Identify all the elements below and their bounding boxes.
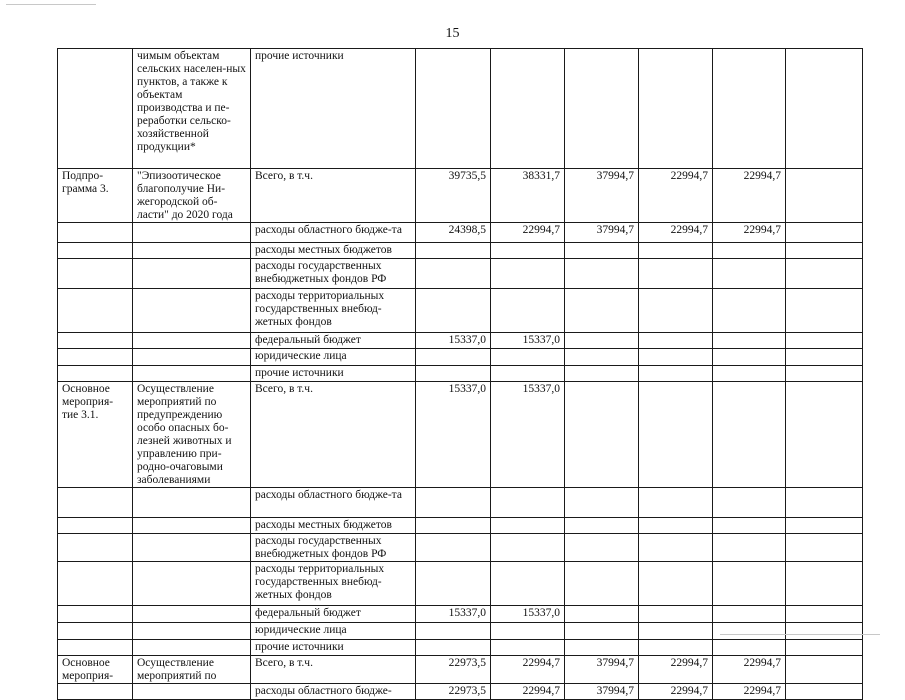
- funding-source-cell: Всего, в т.ч.: [251, 169, 416, 223]
- program-description-cell: чимым объектам сельских населен-ных пунктов, а также к объектам производства и пе-реработки сельско-хозяйственной продукции*: [133, 49, 251, 169]
- value-cell: [416, 243, 491, 259]
- value-cell: 22994,7: [713, 169, 786, 223]
- value-cell: [713, 289, 786, 333]
- value-cell: 37994,7: [565, 684, 639, 700]
- value-cell: [639, 488, 713, 518]
- value-cell: [416, 289, 491, 333]
- funding-source-cell: юридические лица: [251, 623, 416, 640]
- value-cell: [639, 606, 713, 623]
- value-cell: [491, 243, 565, 259]
- program-label-cell-continued: [58, 623, 133, 640]
- empty-cell: [786, 333, 863, 349]
- value-cell: [639, 623, 713, 640]
- value-cell: [639, 259, 713, 289]
- program-description-cell-continued: [133, 606, 251, 623]
- value-cell: [565, 333, 639, 349]
- value-cell: 22994,7: [713, 656, 786, 684]
- budget-table: [57, 48, 863, 700]
- value-cell: [565, 518, 639, 534]
- value-cell: [491, 518, 565, 534]
- value-cell: [639, 349, 713, 366]
- scan-mark: [6, 4, 96, 5]
- value-cell: [416, 349, 491, 366]
- value-cell: [565, 488, 639, 518]
- value-cell: [416, 562, 491, 606]
- table-row: [58, 606, 863, 623]
- table-row: [58, 562, 863, 606]
- value-cell: [416, 518, 491, 534]
- value-cell: [713, 333, 786, 349]
- value-cell: [416, 49, 491, 169]
- program-description-cell-continued: [133, 534, 251, 562]
- program-label-cell-continued: [58, 349, 133, 366]
- funding-source-cell: расходы территориальных государственных внебюд-жетных фондов: [251, 289, 416, 333]
- empty-cell: [786, 606, 863, 623]
- scan-mark: [720, 634, 880, 635]
- funding-source-cell: федеральный бюджет: [251, 606, 416, 623]
- value-cell: 15337,0: [491, 333, 565, 349]
- program-label-cell-continued: [58, 606, 133, 623]
- value-cell: [639, 366, 713, 382]
- value-cell: 39735,5: [416, 169, 491, 223]
- value-cell: [639, 243, 713, 259]
- value-cell: [565, 382, 639, 488]
- program-description-cell: Осуществление мероприятий по предупреждению особо опасных бо-лезней животных и управлению при-родно-очаговыми заболеваниями: [133, 382, 251, 488]
- value-cell: [491, 534, 565, 562]
- value-cell: [565, 259, 639, 289]
- funding-source-cell: Всего, в т.ч.: [251, 656, 416, 684]
- empty-cell: [786, 259, 863, 289]
- value-cell: [639, 518, 713, 534]
- program-description-cell: "Эпизоотическое благополучие Ни-жегородской об-ласти" до 2020 года: [133, 169, 251, 223]
- program-label-cell-continued: [58, 223, 133, 243]
- program-label-cell-continued: [58, 640, 133, 656]
- value-cell: [491, 349, 565, 366]
- empty-cell: [786, 223, 863, 243]
- program-description-cell-continued: [133, 333, 251, 349]
- value-cell: [565, 562, 639, 606]
- value-cell: [639, 534, 713, 562]
- table-body: [58, 49, 863, 700]
- funding-source-cell: расходы местных бюджетов: [251, 518, 416, 534]
- value-cell: [713, 534, 786, 562]
- table-row: [58, 169, 863, 223]
- value-cell: 22994,7: [639, 223, 713, 243]
- value-cell: [565, 366, 639, 382]
- table-row: [58, 349, 863, 366]
- value-cell: [713, 640, 786, 656]
- empty-cell: [786, 656, 863, 684]
- funding-source-cell: расходы территориальных государственных внебюд-жетных фондов: [251, 562, 416, 606]
- empty-cell: [786, 518, 863, 534]
- table-row: [58, 656, 863, 684]
- program-label-cell-continued: [58, 562, 133, 606]
- value-cell: 22994,7: [639, 684, 713, 700]
- funding-source-cell: расходы областного бюдже-та: [251, 223, 416, 243]
- value-cell: [713, 623, 786, 640]
- value-cell: 22994,7: [713, 684, 786, 700]
- value-cell: 22994,7: [491, 656, 565, 684]
- value-cell: 15337,0: [416, 333, 491, 349]
- value-cell: [713, 49, 786, 169]
- empty-cell: [786, 49, 863, 169]
- value-cell: 15337,0: [491, 382, 565, 488]
- program-description-cell-continued: [133, 243, 251, 259]
- value-cell: [565, 534, 639, 562]
- empty-cell: [786, 684, 863, 700]
- program-description-cell-continued: [133, 488, 251, 518]
- value-cell: 37994,7: [565, 656, 639, 684]
- empty-cell: [786, 562, 863, 606]
- table-row: [58, 243, 863, 259]
- program-label-cell-continued: [58, 333, 133, 349]
- program-label-cell: Основное мероприя-: [58, 656, 133, 684]
- value-cell: [713, 606, 786, 623]
- funding-source-cell: прочие источники: [251, 49, 416, 169]
- value-cell: 22973,5: [416, 684, 491, 700]
- funding-source-cell: федеральный бюджет: [251, 333, 416, 349]
- value-cell: [713, 488, 786, 518]
- table-row: [58, 623, 863, 640]
- empty-cell: [786, 349, 863, 366]
- value-cell: [639, 562, 713, 606]
- funding-source-cell: расходы областного бюдже-: [251, 684, 416, 700]
- program-label-cell-continued: [58, 518, 133, 534]
- value-cell: [639, 382, 713, 488]
- program-description-cell-continued: [133, 223, 251, 243]
- table-row: [58, 366, 863, 382]
- value-cell: [491, 49, 565, 169]
- value-cell: [565, 49, 639, 169]
- value-cell: [639, 49, 713, 169]
- program-description-cell-continued: [133, 518, 251, 534]
- program-label-cell-continued: [58, 488, 133, 518]
- value-cell: [491, 289, 565, 333]
- empty-cell: [786, 488, 863, 518]
- value-cell: [639, 333, 713, 349]
- value-cell: [565, 623, 639, 640]
- table-row: [58, 333, 863, 349]
- value-cell: [491, 259, 565, 289]
- table-row: [58, 534, 863, 562]
- program-description-cell-continued: [133, 349, 251, 366]
- funding-source-cell: расходы государственных внебюджетных фондов РФ: [251, 259, 416, 289]
- funding-source-cell: расходы государственных внебюджетных фондов РФ: [251, 534, 416, 562]
- value-cell: 37994,7: [565, 223, 639, 243]
- value-cell: 22994,7: [491, 684, 565, 700]
- program-label-cell: Основное мероприя-тие 3.1.: [58, 382, 133, 488]
- table-row: [58, 382, 863, 488]
- empty-cell: [786, 623, 863, 640]
- value-cell: [565, 640, 639, 656]
- value-cell: 22994,7: [713, 223, 786, 243]
- program-label-cell-continued: [58, 684, 133, 700]
- value-cell: [491, 488, 565, 518]
- page-number: 15: [445, 26, 460, 41]
- program-label-cell-continued: [58, 366, 133, 382]
- program-label-cell: [58, 49, 133, 169]
- value-cell: [416, 366, 491, 382]
- value-cell: [713, 243, 786, 259]
- funding-source-cell: расходы местных бюджетов: [251, 243, 416, 259]
- value-cell: [416, 640, 491, 656]
- program-label-cell-continued: [58, 243, 133, 259]
- value-cell: [713, 562, 786, 606]
- program-label-cell: Подпро-грамма 3.: [58, 169, 133, 223]
- value-cell: 15337,0: [491, 606, 565, 623]
- value-cell: [565, 606, 639, 623]
- table-row: [58, 640, 863, 656]
- value-cell: [491, 640, 565, 656]
- value-cell: [713, 366, 786, 382]
- value-cell: [416, 623, 491, 640]
- value-cell: 24398,5: [416, 223, 491, 243]
- value-cell: [639, 289, 713, 333]
- value-cell: [565, 349, 639, 366]
- value-cell: [565, 289, 639, 333]
- value-cell: [416, 534, 491, 562]
- table-row: [58, 259, 863, 289]
- funding-source-cell: прочие источники: [251, 640, 416, 656]
- table-row: [58, 518, 863, 534]
- value-cell: [713, 349, 786, 366]
- value-cell: [639, 640, 713, 656]
- value-cell: 37994,7: [565, 169, 639, 223]
- funding-source-cell: прочие источники: [251, 366, 416, 382]
- value-cell: 22994,7: [639, 169, 713, 223]
- value-cell: 38331,7: [491, 169, 565, 223]
- empty-cell: [786, 169, 863, 223]
- empty-cell: [786, 640, 863, 656]
- program-description-cell-continued: [133, 684, 251, 700]
- empty-cell: [786, 366, 863, 382]
- program-description-cell-continued: [133, 259, 251, 289]
- value-cell: [491, 562, 565, 606]
- value-cell: [491, 366, 565, 382]
- value-cell: [565, 243, 639, 259]
- value-cell: [713, 382, 786, 488]
- table-row: [58, 223, 863, 243]
- program-label-cell-continued: [58, 534, 133, 562]
- table-row: [58, 49, 863, 169]
- program-description-cell-continued: [133, 366, 251, 382]
- table-row: [58, 289, 863, 333]
- value-cell: 22973,5: [416, 656, 491, 684]
- funding-source-cell: расходы областного бюдже-та: [251, 488, 416, 518]
- value-cell: [491, 623, 565, 640]
- funding-source-cell: юридические лица: [251, 349, 416, 366]
- value-cell: 15337,0: [416, 382, 491, 488]
- empty-cell: [786, 243, 863, 259]
- empty-cell: [786, 534, 863, 562]
- program-label-cell-continued: [58, 259, 133, 289]
- program-description-cell: Осуществление мероприятий по: [133, 656, 251, 684]
- value-cell: 22994,7: [639, 656, 713, 684]
- funding-source-cell: Всего, в т.ч.: [251, 382, 416, 488]
- value-cell: [416, 488, 491, 518]
- value-cell: [416, 259, 491, 289]
- value-cell: [713, 518, 786, 534]
- program-label-cell-continued: [58, 289, 133, 333]
- value-cell: 22994,7: [491, 223, 565, 243]
- empty-cell: [786, 289, 863, 333]
- program-description-cell-continued: [133, 562, 251, 606]
- program-description-cell-continued: [133, 640, 251, 656]
- value-cell: 15337,0: [416, 606, 491, 623]
- empty-cell: [786, 382, 863, 488]
- table-row: [58, 488, 863, 518]
- program-description-cell-continued: [133, 289, 251, 333]
- value-cell: [713, 259, 786, 289]
- table-row: [58, 684, 863, 700]
- program-description-cell-continued: [133, 623, 251, 640]
